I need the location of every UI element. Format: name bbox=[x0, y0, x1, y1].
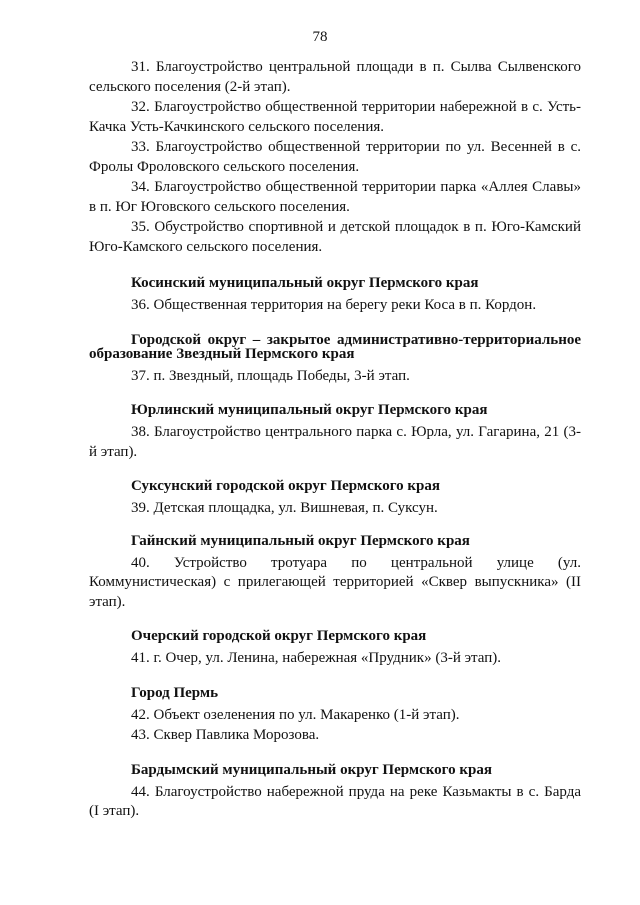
section-heading: Юрлинский муниципальный округ Пермского края bbox=[131, 402, 488, 418]
section-heading: Суксунский городской округ Пермского края bbox=[131, 478, 440, 494]
list-item: 39. Детская площадка, ул. Вишневая, п. Суксун. bbox=[131, 500, 438, 516]
list-item: 41. г. Очер, ул. Ленина, набережная «Прудник» (3-й этап). bbox=[131, 650, 502, 666]
section-heading: Очерский городской округ Пермского края bbox=[131, 628, 427, 644]
list-item: 32. Благоустройство общественной территории набережной в с. Усть-Качка Усть-Качкинского сельского поселения. bbox=[89, 99, 581, 135]
list-item: 43. Сквер Павлика Морозова. bbox=[131, 727, 320, 743]
section-heading: Городской округ – закрытое административно-территориальное образование Звездный Пермского края bbox=[89, 331, 581, 362]
list-item: 31. Благоустройство центральной площади в п. Сылва Сылвенского сельского поселения (2-й этап). bbox=[89, 59, 581, 95]
list-item: 33. Благоустройство общественной территории по ул. Весенней в с. Фролы Фроловского сельского поселения. bbox=[89, 139, 581, 175]
section-heading: Гайнский муниципальный округ Пермского края bbox=[131, 532, 470, 549]
list-item: 37. п. Звездный, площадь Победы, 3-й этап. bbox=[131, 367, 410, 384]
page-number: 78 bbox=[312, 29, 328, 45]
list-item: 42. Объект озеленения по ул. Макаренко (1-й этап). bbox=[131, 706, 460, 723]
section-heading: Косинский муниципальный округ Пермского края bbox=[131, 275, 479, 291]
list-item: 40. Устройство тротуара по центральной улице (ул. Коммунистическая) с прилегающей территорией «Сквер выпускника» (II этап). bbox=[89, 554, 581, 610]
list-item: 34. Благоустройство общественной территории парка «Аллея Славы» в п. Юг Юговского сельского поселения. bbox=[89, 179, 581, 215]
section-heading: Бардымский муниципальный округ Пермского края bbox=[131, 761, 492, 778]
document-body bbox=[89, 58, 581, 823]
list-item: 38. Благоустройство центрального парка с. Юрла, ул. Гагарина, 21 (3-й этап). bbox=[89, 424, 581, 460]
list-item: 36. Общественная территория на берегу реки Коса в п. Кордон. bbox=[131, 297, 537, 313]
list-item: 44. Благоустройство набережной пруда на реке Казьмакты в с. Барда (I этап). bbox=[89, 783, 581, 819]
section-heading: Город Пермь bbox=[131, 684, 219, 701]
list-item: 35. Обустройство спортивной и детской площадок в п. Юго-Камский Юго-Камского сельского поселения. bbox=[89, 219, 581, 255]
